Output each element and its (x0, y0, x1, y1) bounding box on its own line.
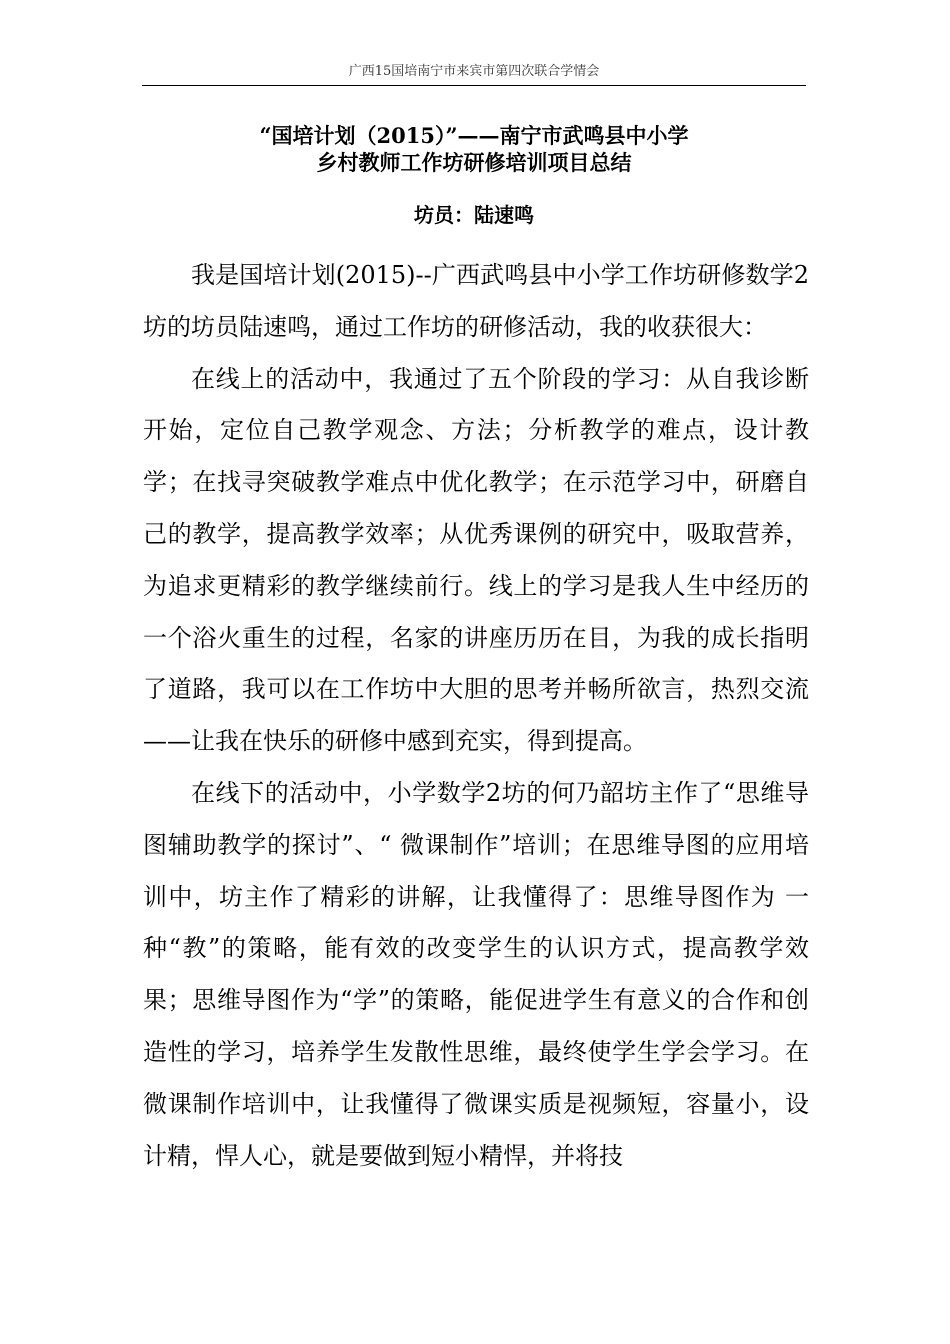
header-divider (142, 85, 806, 86)
page-header: 广西15国培南宁市来宾市第四次联合学情会 (348, 64, 600, 79)
document-body (143, 250, 809, 1182)
paragraph: 我是国培计划(2015)--广西武鸣县中小学工作坊研修数学2坊的坊员陆速鸣，通过工作坊的研修活动，我的收获很大： (143, 261, 809, 341)
paragraph: 在线上的活动中，我通过了五个阶段的学习：从自我诊断开始，定位自己教学观念、方法；分析教学的难点，设计教学；在找寻突破教学难点中优化教学；在示范学习中，研磨自己的教学，提高教学效率；从优秀课例的研究中，吸取营养，为追求更精彩的教学继续前行。线上的学习是我人生中经历的一个浴火重生的过程，名家的讲座历历在目，为我的成长指明了道路，我可以在工作坊中大胆的思考并畅所欲言，热烈交流——让我在快乐的研修中感到充实，得到提高。 (143, 364, 809, 756)
title-line-1: “国培计划（2015）”——南宁市武鸣县中小学 (259, 123, 689, 148)
document-title (142, 122, 806, 176)
author-line: 坊员：陆速鸣 (414, 203, 534, 227)
paragraph: 在线下的活动中，小学数学2坊的何乃韶坊主作了“思维导图辅助教学的探讨”、“ 微课制作”培训；在思维导图的应用培训中，坊主作了精彩的讲解，让我懂得了：思维导图作为 一种“教”的策略，能有效的改变学生的认识方式，提高教学效果；思维导图作为“学”的策略，能促进学生有意义的合作和创造性的学习，培养学生发散性思维，最终使学生学会学习。在微课制作培训中，让我懂得了微课实质是视频短，容量小，设计精，悍人心，就是要做到短小精悍，并将技 (143, 778, 809, 1170)
title-line-2: 乡村教师工作坊研修培训项目总结 (316, 150, 632, 175)
